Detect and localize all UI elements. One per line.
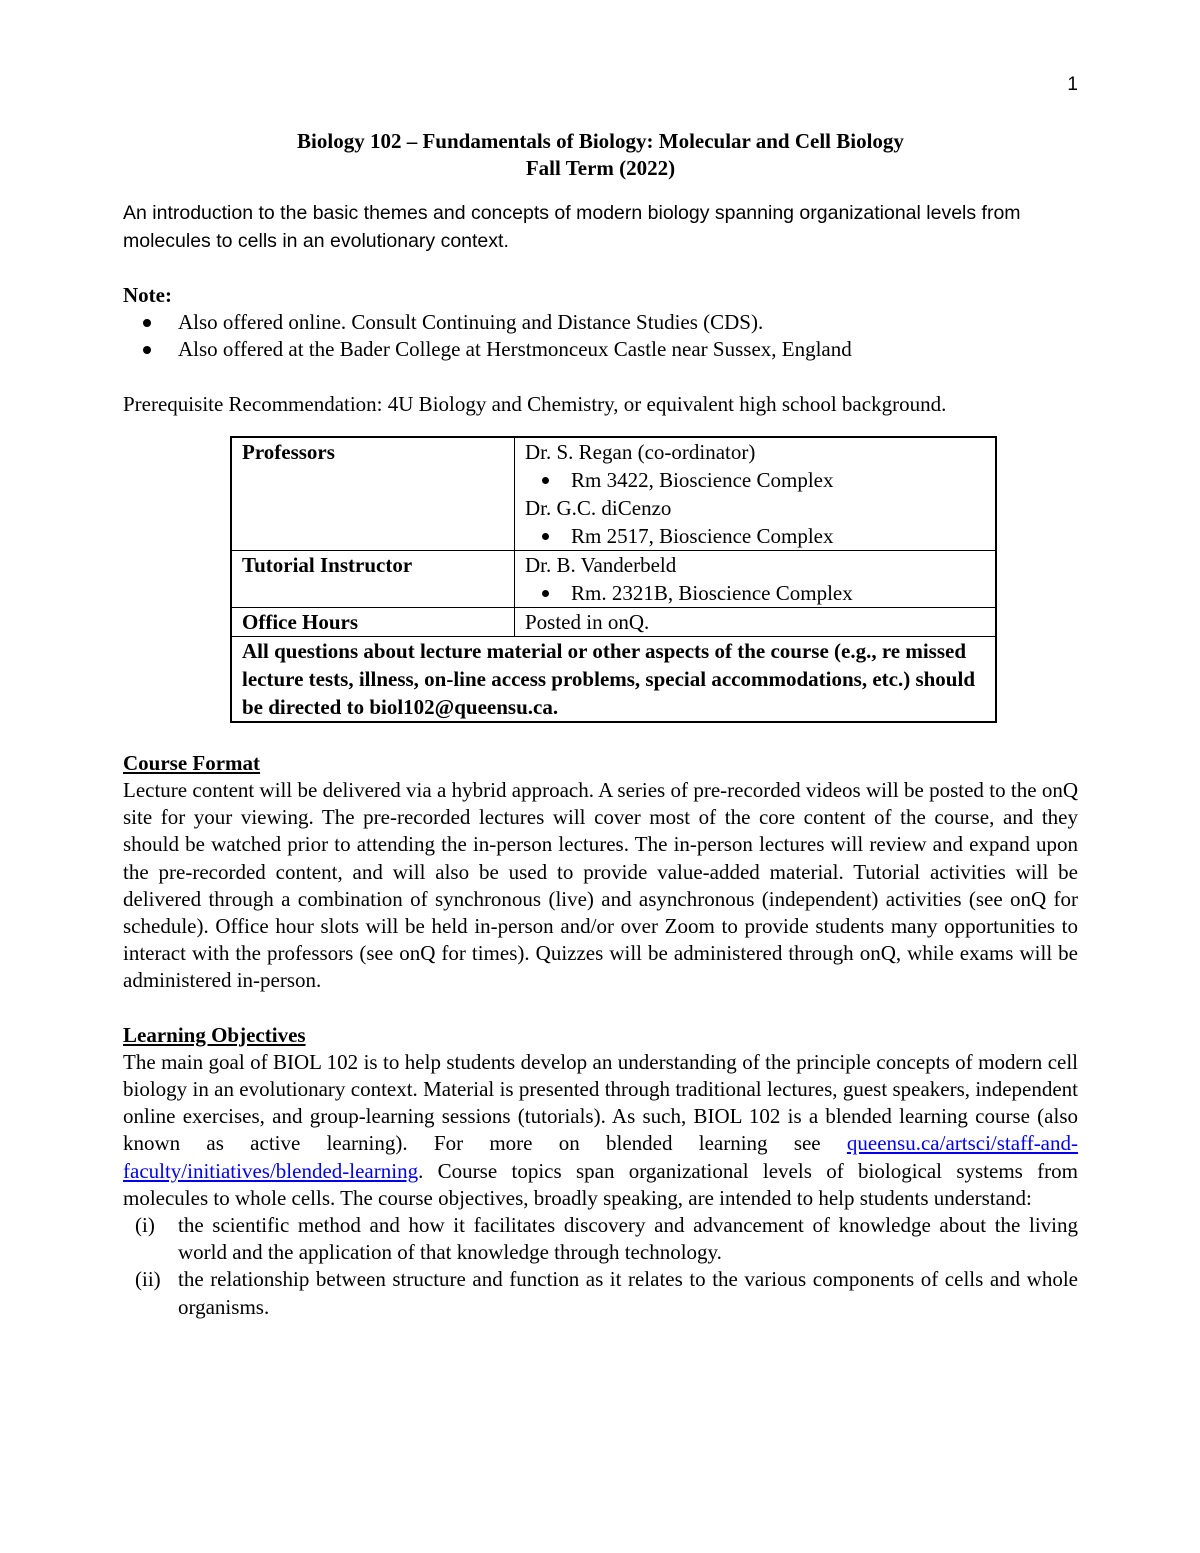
contact-note: All questions about lecture material or other aspects of the course (e.g., re missed lecture tests, illness, on-line access problems, special accommodations, etc.) should be directed to biol102@queensu.ca. <box>231 636 996 722</box>
learning-objectives-heading: Learning Objectives <box>123 1022 306 1047</box>
bullet-icon <box>143 346 151 354</box>
course-format-body: Lecture content will be delivered via a hybrid approach. A series of pre-recorded videos will be posted to the onQ site for your viewing. The pre-recorded lectures will cover most of the core content of the course, and they should be watched prior to attending the in-person lectures. The in-person lectures will review and expand upon the pre-recorded content, and will also be used to provide value-added material. Tutorial activities will be delivered through a combination of synchronous (live) and asynchronous (independent) activities (see onQ for schedule). Office hour slots will be held in-person and/or over Zoom to provide students many opportunities to interact with the professors (see onQ for times). Quizzes will be administered through onQ, while exams will be administered in-person. <box>123 778 1078 993</box>
note-list <box>123 309 1078 363</box>
course-term: Fall Term (2022) <box>525 156 676 180</box>
prerequisite-recommendation: Prerequisite Recommendation: 4U Biology and Chemistry, or equivalent high school background. <box>123 391 947 416</box>
tutorial-room: Rm. 2321B, Bioscience Complex <box>525 579 985 607</box>
note-label: Note: <box>123 283 172 307</box>
instructor-table <box>230 436 997 723</box>
objective-item: (i) the scientific method and how it facilitates discovery and advancement of knowledge about the living world and the application of that knowledge through technology. <box>135 1213 1078 1265</box>
course-description: An introduction to the basic themes and concepts of modern biology spanning organizational levels from molecules to cells in an evolutionary context. <box>123 202 1021 252</box>
course-title-line1: Biology 102 – Fundamentals of Biology: Molecular and Cell Biology <box>297 129 904 153</box>
office-hours-value: Posted in onQ. <box>515 607 997 636</box>
tutorial-instructor-name: Dr. B. Vanderbeld <box>525 552 677 577</box>
objective-item: (ii) the relationship between structure and function as it relates to the various components of cells and whole organisms. <box>135 1267 1078 1319</box>
table-row-tutorial <box>231 550 996 607</box>
blended-learning-link[interactable]: queensu.ca/artsci/staff-and-faculty/initiatives/blended-learning <box>123 1131 1078 1183</box>
office-hours-label: Office Hours <box>231 607 515 636</box>
professor-room: Rm 3422, Bioscience Complex <box>525 466 985 494</box>
note-item: Also offered online. Consult Continuing and Distance Studies (CDS). <box>123 309 1078 336</box>
table-row-contact <box>231 636 996 722</box>
professor-room: Rm 2517, Bioscience Complex <box>525 522 985 550</box>
professors-label: Professors <box>231 437 515 551</box>
note-item: Also offered at the Bader College at Herstmonceux Castle near Sussex, England <box>123 336 1078 363</box>
bullet-icon <box>143 319 151 327</box>
professor-name: Dr. G.C. diCenzo <box>525 495 672 520</box>
tutorial-label: Tutorial Instructor <box>231 550 515 607</box>
document-body <box>123 128 1078 1321</box>
objectives-list <box>123 1212 1078 1321</box>
learning-objectives-body: The main goal of BIOL 102 is to help students develop an understanding of the principle concepts of modern cell biology in an evolutionary context. Material is presented through traditional lectures, guest speakers, independent online exercises, and group-learning sessions (tutorials). As such, BIOL 102 is a blended learning course (also known as active learning). For more on blended learning see queensu.ca/artsci/staff-and-faculty/initiatives/blended-learning. Course topics span organizational levels of biological systems from molecules to whole cells. The course objectives, broadly speaking, are intended to help students understand: <box>123 1049 1078 1210</box>
professors-cell <box>515 437 997 551</box>
tutorial-cell <box>515 550 997 607</box>
bullet-icon <box>542 590 549 597</box>
bullet-icon <box>542 477 549 484</box>
table-row-office-hours <box>231 607 996 636</box>
course-title <box>123 128 1078 182</box>
course-format-heading: Course Format <box>123 750 261 775</box>
professor-name: Dr. S. Regan (co-ordinator) <box>525 439 756 464</box>
page-number: 1 <box>1067 74 1078 95</box>
bullet-icon <box>542 533 549 540</box>
table-row-professors <box>231 437 996 551</box>
